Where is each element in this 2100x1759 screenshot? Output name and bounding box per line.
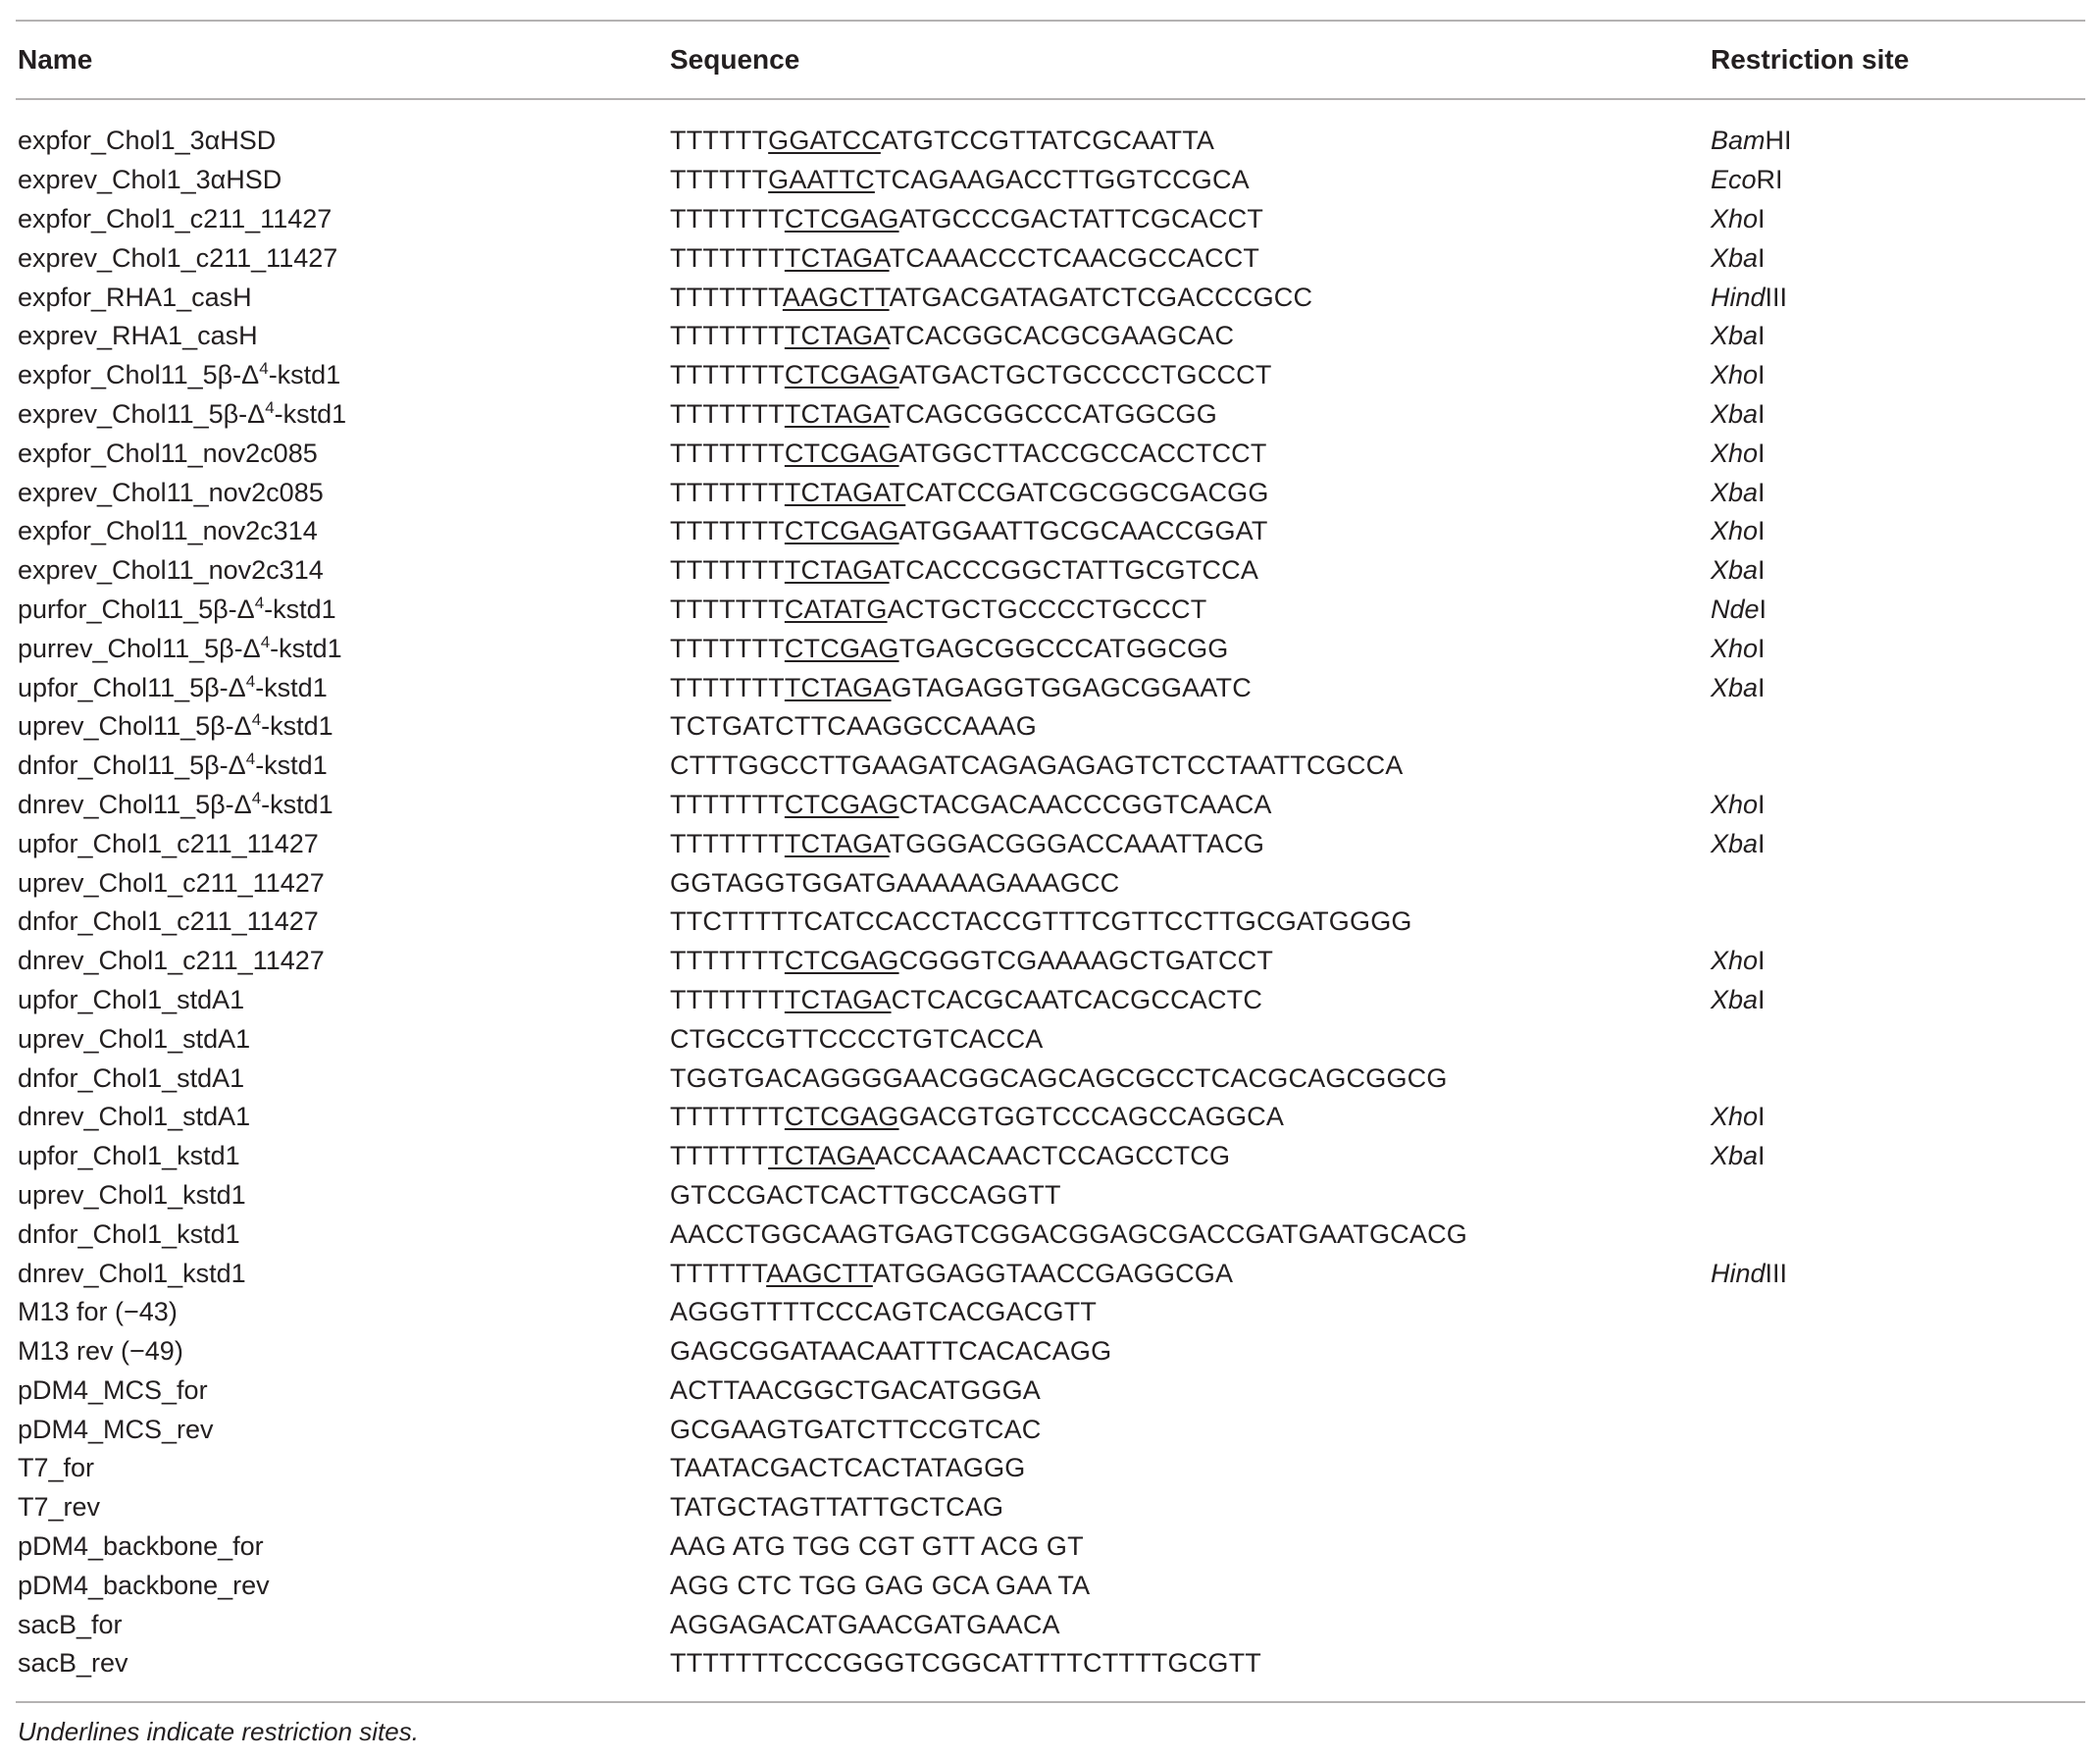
primer-sequence [668, 946, 1709, 976]
sequence-suffix: TCAGAAGACCTTGGTCCGCA [874, 165, 1250, 195]
enzyme-name-numeral: I [1758, 789, 1766, 819]
table-body [16, 100, 2085, 1701]
primer-name-suffix: -kstd1 [274, 398, 347, 429]
primer-name-prefix: dnrev_Chol11_5β-Δ [18, 789, 252, 819]
enzyme-name-numeral: I [1758, 242, 1766, 273]
header-sequence: Sequence [670, 44, 800, 75]
sequence-suffix: ACTGCTGCCCCTGCCCT [887, 594, 1207, 624]
enzyme-name-numeral: HI [1765, 126, 1792, 156]
primer-name: expfor_Chol1_3αHSD [18, 126, 277, 156]
primer-name: dnrev_Chol1_c211_11427 [18, 946, 325, 976]
enzyme-name-italic: Xba [1711, 398, 1759, 429]
sequence-restriction-site: CTCGAG [784, 516, 899, 546]
bottom-rule [16, 1701, 2085, 1703]
sequence-restriction-site: TCTAGA [784, 398, 890, 429]
primer-name: M13 for (−43) [18, 1297, 178, 1327]
primer-sequence: AGG CTC TGG GAG GCA GAA TA [670, 1570, 1091, 1600]
restriction-site [1709, 126, 2085, 156]
enzyme-name-italic: Xba [1711, 555, 1759, 586]
table-row [16, 707, 2085, 747]
primer-sequence: AGGAGACATGAACGATGAACA [670, 1609, 1060, 1639]
primer-sequence [668, 1102, 1709, 1132]
primer-sequence [668, 439, 1709, 469]
restriction-site [1709, 829, 2085, 859]
restriction-site [1709, 673, 2085, 703]
sequence-restriction-site: TCTAGA [784, 242, 890, 273]
sequence-restriction-site: AAGCTT [766, 1258, 873, 1288]
table-row [16, 200, 2085, 239]
primer-sequence [668, 321, 1709, 351]
enzyme-name-italic: Hind [1711, 1258, 1766, 1288]
primer-name-superscript: 4 [245, 671, 256, 691]
sequence-prefix: TTTTTTT [670, 516, 785, 546]
primer-name: exprev_Chol11_nov2c085 [18, 477, 324, 507]
table-row [16, 1254, 2085, 1293]
primer-sequence: GTCCGACTCACTTGCCAGGTT [670, 1179, 1061, 1210]
sequence-suffix: ATGACGATAGATCTCGACCCGCC [889, 282, 1313, 312]
enzyme-name-italic: Xba [1711, 321, 1759, 351]
primer-name: dnrev_Chol1_kstd1 [18, 1258, 246, 1288]
primer-name [16, 673, 668, 703]
primer-name-prefix: exprev_Chol11_5β-Δ [18, 398, 266, 429]
restriction-site [1709, 595, 2085, 625]
restriction-site [1709, 439, 2085, 469]
primer-name: pDM4_MCS_for [18, 1374, 208, 1405]
sequence-suffix: ATGACTGCTGCCCCTGCCCT [898, 360, 1272, 390]
primer-name [16, 399, 668, 430]
table-row [16, 1527, 2085, 1567]
sequence-prefix: TTTTTTT [670, 477, 785, 507]
table-row [16, 1098, 2085, 1137]
sequence-prefix: TTTTTTT [670, 360, 785, 390]
restriction-site [1709, 360, 2085, 390]
sequence-suffix: ATGGAATTGCGCAACCGGAT [898, 516, 1268, 546]
primer-sequence: AACCTGGCAAGTGAGTCGGACGGAGCGACCGATGAATGCACG [670, 1218, 1467, 1249]
enzyme-name-italic: Xba [1711, 242, 1759, 273]
sequence-prefix: TTTTTT [670, 126, 769, 156]
header-row [16, 22, 2085, 98]
primer-name: exprev_Chol11_nov2c314 [18, 555, 324, 586]
sequence-restriction-site: AAGCTT [782, 282, 890, 312]
enzyme-name-numeral: I [1759, 594, 1767, 624]
enzyme-name-numeral: I [1758, 360, 1766, 390]
primer-sequence [668, 204, 1709, 234]
header-restriction-site: Restriction site [1711, 44, 1910, 75]
primer-sequence: CTTTGGCCTTGAAGATCAGAGAGAGTCTCCTAATTCGCCA [670, 750, 1404, 781]
primer-name: T7_rev [18, 1492, 101, 1523]
enzyme-name-italic: Xho [1711, 516, 1759, 546]
restriction-site [1709, 399, 2085, 430]
sequence-restriction-site: TCTAGA [784, 321, 890, 351]
restriction-site [1709, 516, 2085, 546]
primer-sequence [668, 673, 1709, 703]
primer-name: expfor_Chol11_nov2c085 [18, 438, 318, 468]
primer-sequence: AGGGTTTTCCCAGTCACGACGTT [670, 1297, 1098, 1327]
primer-sequence [668, 283, 1709, 313]
table-row [16, 1644, 2085, 1683]
sequence-prefix: TTTTTTT [670, 438, 785, 468]
sequence-restriction-site: CTCGAG [784, 789, 899, 819]
restriction-site [1709, 985, 2085, 1015]
table-row [16, 161, 2085, 200]
sequence-suffix: TCAAACCCTCAACGCCACCT [889, 242, 1260, 273]
enzyme-name-italic: Xho [1711, 789, 1759, 819]
table-row [16, 1293, 2085, 1332]
enzyme-name-numeral: III [1765, 1258, 1788, 1288]
restriction-site [1709, 634, 2085, 664]
primer-name [16, 711, 668, 742]
primer-name: upfor_Chol1_stdA1 [18, 984, 245, 1014]
primer-sequence [668, 829, 1709, 859]
table-row [16, 278, 2085, 317]
primer-name-prefix: dnfor_Chol11_5β-Δ [18, 750, 246, 781]
table-row [16, 1059, 2085, 1098]
table-row [16, 1176, 2085, 1216]
primer-sequence [668, 790, 1709, 820]
sequence-restriction-site: CTCGAG [784, 360, 899, 390]
sequence-prefix: TTTTTTT [670, 672, 785, 702]
sequence-restriction-site: TCTAGA [784, 828, 890, 858]
sequence-prefix: TTTTTTT [670, 633, 785, 663]
enzyme-name-numeral: I [1758, 398, 1766, 429]
primer-name: exprev_RHA1_casH [18, 321, 258, 351]
sequence-prefix: TTTTTTT [670, 984, 785, 1014]
enzyme-name-italic: Eco [1711, 165, 1757, 195]
sequence-suffix: ACCAACAACTCCAGCCTCG [874, 1141, 1231, 1171]
restriction-site [1709, 1102, 2085, 1132]
header-name: Name [18, 44, 93, 75]
table-row [16, 1215, 2085, 1254]
primer-name: exprev_Chol1_c211_11427 [18, 242, 338, 273]
primer-name: dnrev_Chol1_stdA1 [18, 1102, 251, 1132]
primer-name-superscript: 4 [245, 750, 256, 769]
primer-sequence: CTGCCGTTCCCCTGTCACCA [670, 1023, 1044, 1054]
enzyme-name-numeral: I [1758, 984, 1766, 1014]
primer-name-superscript: 4 [254, 593, 265, 612]
sequence-suffix: ATGGCTTACCGCCACCTCCT [898, 438, 1267, 468]
enzyme-name-italic: Bam [1711, 126, 1766, 156]
table-row [16, 824, 2085, 863]
enzyme-name-numeral: RI [1756, 165, 1783, 195]
primer-sequence: AAG ATG TGG CGT GTT ACG GT [670, 1531, 1084, 1562]
enzyme-name-italic: Xho [1711, 633, 1759, 663]
sequence-prefix: TTTTTT [670, 1258, 767, 1288]
primer-name: pDM4_MCS_rev [18, 1414, 214, 1444]
table-row [16, 122, 2085, 161]
sequence-restriction-site: CTCGAG [784, 633, 899, 663]
sequence-suffix: TCACCCGGCTATTGCGTCCA [889, 555, 1259, 586]
primer-name-suffix: -kstd1 [255, 750, 328, 781]
primer-name [16, 595, 668, 625]
primer-sequence: GCGAAGTGATCTTCCGTCAC [670, 1414, 1042, 1444]
enzyme-name-numeral: I [1758, 203, 1766, 233]
primer-sequence: ACTTAACGGCTGACATGGGA [670, 1374, 1042, 1405]
table-row [16, 1019, 2085, 1059]
restriction-site [1709, 204, 2085, 234]
enzyme-name-italic: Xho [1711, 203, 1759, 233]
primer-sequence [668, 985, 1709, 1015]
enzyme-name-numeral: I [1758, 438, 1766, 468]
primer-name: dnfor_Chol1_stdA1 [18, 1062, 245, 1093]
restriction-site [1709, 1259, 2085, 1289]
sequence-suffix: CATCCGATCGCGGCGACGG [905, 477, 1269, 507]
enzyme-name-italic: Xho [1711, 1102, 1759, 1132]
primer-name: T7_for [18, 1453, 95, 1483]
primer-sequence [668, 478, 1709, 508]
table-row [16, 668, 2085, 707]
table-row [16, 981, 2085, 1020]
table-row [16, 747, 2085, 786]
primer-sequence [668, 126, 1709, 156]
sequence-suffix: ATGGAGGTAACCGAGGCGA [872, 1258, 1234, 1288]
table-row [16, 903, 2085, 942]
primer-name: expfor_Chol1_c211_11427 [18, 203, 333, 233]
table-row [16, 551, 2085, 591]
enzyme-name-numeral: I [1758, 1141, 1766, 1171]
primer-sequence [668, 1259, 1709, 1289]
table-row [16, 1605, 2085, 1644]
enzyme-name-italic: Xba [1711, 828, 1759, 858]
table-footnote: Underlines indicate restriction sites. [18, 1716, 419, 1746]
sequence-restriction-site: TCTAGAT [784, 477, 906, 507]
enzyme-name-numeral: I [1758, 946, 1766, 976]
primer-sequence [668, 555, 1709, 586]
enzyme-name-italic: Xba [1711, 984, 1759, 1014]
primer-sequence [668, 399, 1709, 430]
primer-name: expfor_RHA1_casH [18, 282, 252, 312]
primer-sequence: TCTGATCTTCAAGGCCAAAG [670, 711, 1038, 742]
primer-table [16, 20, 2085, 1747]
table-row [16, 512, 2085, 551]
table-row [16, 1371, 2085, 1411]
sequence-restriction-site: CTCGAG [784, 1102, 899, 1132]
primer-name-superscript: 4 [260, 632, 271, 651]
restriction-site [1709, 555, 2085, 586]
table-row [16, 942, 2085, 981]
sequence-suffix: CTACGACAACCCGGTCAACA [898, 789, 1272, 819]
sequence-prefix: TTTTTTT [670, 594, 785, 624]
enzyme-name-numeral: I [1758, 633, 1766, 663]
primer-name-suffix: -kstd1 [268, 360, 341, 390]
enzyme-name-italic: Xba [1711, 672, 1759, 702]
primer-sequence: TAATACGACTCACTATAGGG [670, 1453, 1026, 1483]
primer-sequence [668, 634, 1709, 664]
sequence-suffix: CGGGTCGAAAAGCTGATCCT [898, 946, 1274, 976]
primer-name [16, 790, 668, 820]
primer-name-superscript: 4 [251, 788, 262, 807]
enzyme-name-italic: Xba [1711, 1141, 1759, 1171]
table-row [16, 1137, 2085, 1176]
enzyme-name-numeral: I [1758, 516, 1766, 546]
sequence-suffix: TCACGGCACGCGAAGCAC [889, 321, 1235, 351]
primer-name: pDM4_backbone_rev [18, 1570, 270, 1600]
table-row [16, 356, 2085, 395]
primer-name-superscript: 4 [259, 359, 269, 379]
primer-name [16, 750, 668, 781]
primer-name [16, 634, 668, 664]
primer-name: M13 rev (−49) [18, 1336, 183, 1367]
primer-sequence [668, 595, 1709, 625]
sequence-restriction-site: TCTAGA [784, 984, 892, 1014]
enzyme-name-italic: Xba [1711, 477, 1759, 507]
enzyme-name-numeral: I [1758, 477, 1766, 507]
table-row [16, 317, 2085, 356]
primer-sequence [668, 360, 1709, 390]
sequence-suffix: GACGTGGTCCCAGCCAGGCA [898, 1102, 1285, 1132]
sequence-prefix: TTTTTTT [670, 789, 785, 819]
sequence-suffix: ATGTCCGTTATCGCAATTA [880, 126, 1215, 156]
enzyme-name-numeral: III [1765, 282, 1788, 312]
table-row [16, 1332, 2085, 1371]
primer-sequence: TGGTGACAGGGGAACGGCAGCAGCGCCTCACGCAGCGGCG [670, 1062, 1448, 1093]
primer-name: sacB_for [18, 1609, 123, 1639]
primer-name-suffix: -kstd1 [261, 789, 333, 819]
primer-name: expfor_Chol11_nov2c314 [18, 516, 318, 546]
table-row [16, 1488, 2085, 1527]
sequence-prefix: TTTTTTT [670, 828, 785, 858]
primer-name: uprev_Chol1_stdA1 [18, 1023, 251, 1054]
primer-name: upfor_Chol1_c211_11427 [18, 828, 319, 858]
enzyme-name-italic: Xho [1711, 438, 1759, 468]
primer-name-superscript: 4 [251, 710, 262, 730]
table-row [16, 1410, 2085, 1449]
sequence-prefix: TTTTTTT [670, 398, 785, 429]
table-row [16, 1566, 2085, 1605]
enzyme-name-numeral: I [1758, 321, 1766, 351]
primer-name: pDM4_backbone_for [18, 1531, 264, 1562]
sequence-suffix: TGGGACGGGACCAAATTACG [889, 828, 1265, 858]
sequence-prefix: TTTTTTT [670, 555, 785, 586]
restriction-site [1709, 321, 2085, 351]
table-row [16, 591, 2085, 630]
restriction-site [1709, 946, 2085, 976]
sequence-restriction-site: CTCGAG [784, 438, 899, 468]
sequence-restriction-site: TCTAGA [784, 672, 892, 702]
primer-name-suffix: -kstd1 [270, 633, 342, 663]
enzyme-name-italic: Hind [1711, 282, 1766, 312]
enzyme-name-numeral: I [1758, 555, 1766, 586]
enzyme-name-italic: Nde [1711, 594, 1760, 624]
primer-name-suffix: -kstd1 [261, 711, 333, 742]
sequence-restriction-site: CTCGAG [784, 203, 899, 233]
table-row [16, 238, 2085, 278]
table-row [16, 434, 2085, 473]
sequence-restriction-site: CATATG [784, 594, 888, 624]
primer-sequence [668, 1141, 1709, 1171]
sequence-restriction-site: GGATCC [768, 126, 881, 156]
table-row [16, 786, 2085, 825]
table-row [16, 1449, 2085, 1488]
restriction-site [1709, 283, 2085, 313]
primer-sequence: GGTAGGTGGATGAAAAAGAAAGCC [670, 867, 1120, 898]
primer-name-suffix: -kstd1 [255, 672, 328, 702]
sequence-restriction-site: GAATTC [768, 165, 875, 195]
sequence-restriction-site: TCTAGA [768, 1141, 875, 1171]
table-row [16, 395, 2085, 435]
primer-name-prefix: uprev_Chol11_5β-Δ [18, 711, 252, 742]
restriction-site [1709, 478, 2085, 508]
enzyme-name-numeral: I [1758, 828, 1766, 858]
sequence-suffix: ATGCCCGACTATTCGCACCT [898, 203, 1264, 233]
primer-sequence: TATGCTAGTTATTGCTCAG [670, 1492, 1004, 1523]
primer-sequence [668, 516, 1709, 546]
restriction-site [1709, 243, 2085, 274]
sequence-suffix: TCAGCGGCCCATGGCGG [889, 398, 1217, 429]
primer-name-prefix: purfor_Chol11_5β-Δ [18, 594, 255, 624]
primer-name: dnfor_Chol1_kstd1 [18, 1218, 240, 1249]
primer-name: dnfor_Chol1_c211_11427 [18, 906, 319, 937]
primer-name: uprev_Chol1_c211_11427 [18, 867, 325, 898]
primer-sequence [668, 165, 1709, 195]
primer-name-suffix: -kstd1 [264, 594, 336, 624]
primer-name-prefix: expfor_Chol11_5β-Δ [18, 360, 260, 390]
sequence-prefix: TTTTTT [670, 1141, 769, 1171]
sequence-restriction-site: CTCGAG [784, 946, 899, 976]
primer-name [16, 360, 668, 390]
restriction-site [1709, 1141, 2085, 1171]
primer-name: exprev_Chol1_3αHSD [18, 165, 282, 195]
sequence-prefix: TTTTTTT [670, 1102, 785, 1132]
table-row [16, 863, 2085, 903]
enzyme-name-numeral: I [1758, 1102, 1766, 1132]
sequence-restriction-site: TCTAGA [784, 555, 890, 586]
sequence-prefix: TTTTTTT [670, 321, 785, 351]
sequence-prefix: TTTTTTT [670, 282, 783, 312]
primer-sequence [668, 243, 1709, 274]
primer-name-superscript: 4 [265, 397, 275, 417]
restriction-site [1709, 165, 2085, 195]
restriction-site [1709, 790, 2085, 820]
primer-name-prefix: upfor_Chol11_5β-Δ [18, 672, 246, 702]
sequence-suffix: TGAGCGGCCCATGGCGG [898, 633, 1229, 663]
sequence-prefix: TTTTTT [670, 165, 769, 195]
enzyme-name-numeral: I [1758, 672, 1766, 702]
primer-sequence: TTTTTTTCCCGGGTCGGCATTTTCTTTTGCGTT [670, 1648, 1261, 1679]
primer-name-prefix: purrev_Chol11_5β-Δ [18, 633, 261, 663]
sequence-suffix: GTAGAGGTGGAGCGGAATC [891, 672, 1252, 702]
primer-name: uprev_Chol1_kstd1 [18, 1179, 246, 1210]
primer-name: upfor_Chol1_kstd1 [18, 1141, 240, 1171]
table-row [16, 473, 2085, 512]
table-row [16, 629, 2085, 668]
sequence-suffix: CTCACGCAATCACGCCACTC [891, 984, 1263, 1014]
primer-sequence: TTCTTTTTCATCCACCTACCGTTTCGTTCCTTGCGATGGGG [670, 906, 1412, 937]
sequence-prefix: TTTTTTT [670, 946, 785, 976]
enzyme-name-italic: Xho [1711, 360, 1759, 390]
primer-name: sacB_rev [18, 1648, 128, 1679]
enzyme-name-italic: Xho [1711, 946, 1759, 976]
sequence-prefix: TTTTTTT [670, 203, 785, 233]
sequence-prefix: TTTTTTT [670, 242, 785, 273]
primer-sequence: GAGCGGATAACAATTTCACACAGG [670, 1336, 1112, 1367]
